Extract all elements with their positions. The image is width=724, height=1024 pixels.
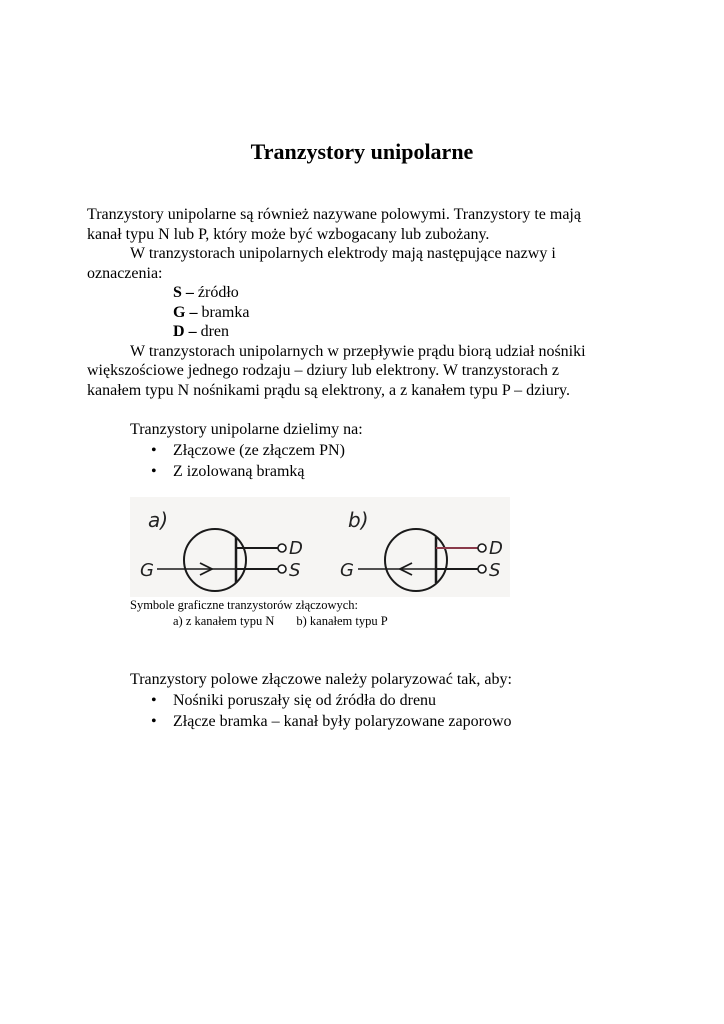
intro-line: Tranzystory unipolarne są również nazywane polowymi. Tranzystory te mają <box>87 206 581 223</box>
label-b: b) <box>348 508 369 532</box>
transistor-b-source-terminal <box>478 565 486 573</box>
carriers-line: większościowe jednego rodzaju – dziury lub elektrony. W tranzystorach z <box>87 362 559 379</box>
figure-caption <box>130 597 388 629</box>
electrode-symbol: G <box>173 303 186 321</box>
polarization-section <box>87 670 647 732</box>
source-label-b: S <box>489 560 501 581</box>
carriers-line: W tranzystorach unipolarnych w przepływie prądu biorą udział nośniki <box>130 342 586 360</box>
list-item <box>87 461 647 482</box>
transistor-b-drain-terminal <box>478 544 486 552</box>
list-item <box>87 711 647 732</box>
polarization-intro: Tranzystory polowe złączowe należy polaryzować tak, aby: <box>130 671 512 688</box>
electrode-symbol: S <box>173 284 182 301</box>
page-title: Tranzystory unipolarne <box>250 139 474 164</box>
electrode-dash: – <box>185 303 202 321</box>
bullet-icon: • <box>151 691 157 709</box>
electrode-name: dren <box>200 323 229 340</box>
carriers-line: kanałem typu N nośnikami prądu są elektrony, a z kanałem typu P – dziury. <box>87 381 570 399</box>
electrode-definition-d <box>87 322 647 342</box>
electrode-name: bramka <box>201 303 250 321</box>
list-item <box>87 690 647 711</box>
list-item-text: Z izolowaną bramką <box>173 462 305 480</box>
electrodes-line: W tranzystorach unipolarnych elektrody mają następujące nazwy i <box>130 245 556 262</box>
polarization-list <box>87 690 647 732</box>
list-item-text: Złączowe (ze złączem PN) <box>173 441 345 459</box>
list-item-text: Złącze bramka – kanał były polaryzowane zaporowo <box>173 712 512 730</box>
intro-paragraph <box>87 205 647 400</box>
division-section <box>87 420 647 482</box>
electrode-definition-g <box>87 303 647 323</box>
bullet-icon: • <box>151 712 157 730</box>
drain-label-b: D <box>489 538 503 559</box>
drain-label-a: D <box>289 538 303 559</box>
caption-b: b) kanałem typu P <box>296 614 388 628</box>
electrode-name: źródło <box>197 284 239 301</box>
gate-label-b: G <box>340 560 354 581</box>
caption-sub <box>130 613 388 629</box>
caption-a: a) z kanałem typu N <box>173 614 275 628</box>
electrodes-line: oznaczenia: <box>87 264 163 282</box>
source-label-a: S <box>289 560 301 581</box>
division-list <box>87 440 647 482</box>
transistor-symbols-figure <box>130 497 510 597</box>
intro-line: kanał typu N lub P, który może być wzbogacany lub zubożany. <box>87 225 490 243</box>
electrode-dash: – <box>181 284 198 301</box>
transistor-a-source-terminal <box>278 565 286 573</box>
gate-label-a: G <box>140 560 154 581</box>
electrode-definition-s <box>87 283 647 303</box>
bullet-icon: • <box>151 462 157 480</box>
electrode-symbol: D <box>173 323 185 340</box>
electrode-dash: – <box>184 323 201 340</box>
list-item-text: Nośniki poruszały się od źródła do drenu <box>173 691 437 709</box>
caption-main: Symbole graficzne tranzystorów złączowych: <box>130 598 359 612</box>
transistor-a-drain-terminal <box>278 544 286 552</box>
transistor-symbols-svg <box>130 497 510 597</box>
bullet-icon: • <box>151 441 157 459</box>
list-item <box>87 440 647 461</box>
division-intro: Tranzystory unipolarne dzielimy na: <box>130 421 363 438</box>
label-a: a) <box>148 508 169 532</box>
